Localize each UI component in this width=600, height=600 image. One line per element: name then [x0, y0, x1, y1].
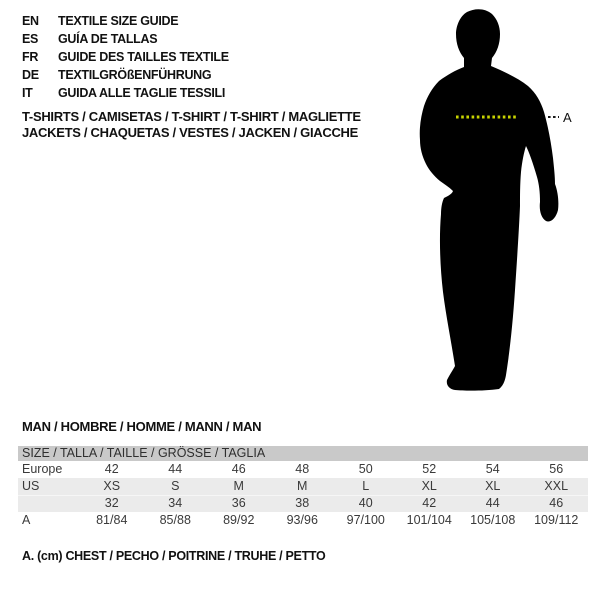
size-cell: 81/84: [96, 513, 128, 527]
row-label: A: [22, 513, 31, 527]
size-cell: 97/100: [346, 513, 385, 527]
size-cell: 109/112: [534, 513, 579, 527]
language-title: GUIDA ALLE TAGLIE TESSILI: [58, 86, 226, 100]
man-figure: [415, 6, 575, 398]
language-title: TEXTILGRÖßENFÜHRUNG: [58, 68, 212, 82]
language-row: [22, 66, 229, 84]
language-code: DE: [22, 68, 39, 82]
man-figure-svg: [415, 6, 575, 398]
category-line-tshirts: T-SHIRTS / CAMISETAS / T-SHIRT / T-SHIRT / MAGLIETTE: [22, 109, 361, 124]
category-line-jackets: JACKETS / CHAQUETAS / VESTES / JACKEN / GIACCHE: [22, 124, 358, 140]
size-cell: 34: [168, 496, 183, 510]
size-cell: 40: [358, 496, 373, 510]
language-code: EN: [22, 14, 39, 28]
measurement-footnote: A. (cm) CHEST / PECHO / POITRINE / TRUHE / PETTO: [22, 549, 326, 563]
language-code: IT: [22, 86, 33, 100]
size-cell: 32: [104, 496, 119, 510]
size-cell: M: [233, 479, 244, 493]
size-cell: XL: [421, 479, 437, 493]
size-cell: 44: [485, 496, 500, 510]
size-cell: 36: [231, 496, 246, 510]
size-cell: L: [362, 479, 370, 493]
row-label: [18, 495, 80, 512]
size-cell: 56: [549, 462, 564, 476]
size-cell: 54: [485, 462, 500, 476]
language-code: FR: [22, 50, 39, 64]
size-cell: 48: [295, 462, 310, 476]
measure-label-a: A: [563, 110, 572, 125]
size-cell: 44: [168, 462, 183, 476]
size-cell: 101/104: [406, 513, 452, 527]
size-cell: XL: [485, 479, 501, 493]
language-row: [22, 30, 229, 48]
size-cell: 42: [104, 462, 119, 476]
language-row: [22, 12, 229, 30]
man-silhouette: [420, 9, 559, 390]
table-row-us: [18, 478, 588, 495]
size-cell: XXL: [544, 479, 569, 493]
size-cell: 38: [295, 496, 310, 510]
language-list: [22, 12, 229, 102]
size-cell: 93/96: [286, 513, 318, 527]
language-code: ES: [22, 32, 39, 46]
category-list: [22, 109, 361, 140]
table-row-europe: [18, 461, 588, 478]
size-cell: 42: [422, 496, 437, 510]
size-cell: 85/88: [159, 513, 191, 527]
size-cell: M: [297, 479, 308, 493]
language-row: [22, 48, 229, 66]
table-row-chest: [18, 512, 588, 529]
size-table-header: SIZE / TALLA / TAILLE / GRÖSSE / TAGLIA: [18, 446, 588, 461]
language-title: GUIDE DES TAILLES TEXTILE: [58, 50, 229, 64]
size-cell: 46: [231, 462, 246, 476]
table-row-us-numeric: [18, 495, 588, 512]
size-cell: S: [171, 479, 180, 493]
language-title: GUÍA DE TALLAS: [58, 32, 158, 46]
size-cell: 105/108: [470, 513, 516, 527]
size-cell: 52: [422, 462, 437, 476]
size-cell: 89/92: [223, 513, 255, 527]
section-title-man: MAN / HOMBRE / HOMME / MANN / MAN: [22, 419, 262, 434]
row-label: US: [22, 479, 40, 493]
size-cell: XS: [103, 479, 121, 493]
language-row: [22, 84, 229, 102]
language-title: TEXTILE SIZE GUIDE: [58, 14, 179, 28]
size-cell: 46: [549, 496, 564, 510]
size-cell: 50: [358, 462, 373, 476]
size-table: [18, 446, 588, 529]
row-label: Europe: [22, 462, 63, 476]
